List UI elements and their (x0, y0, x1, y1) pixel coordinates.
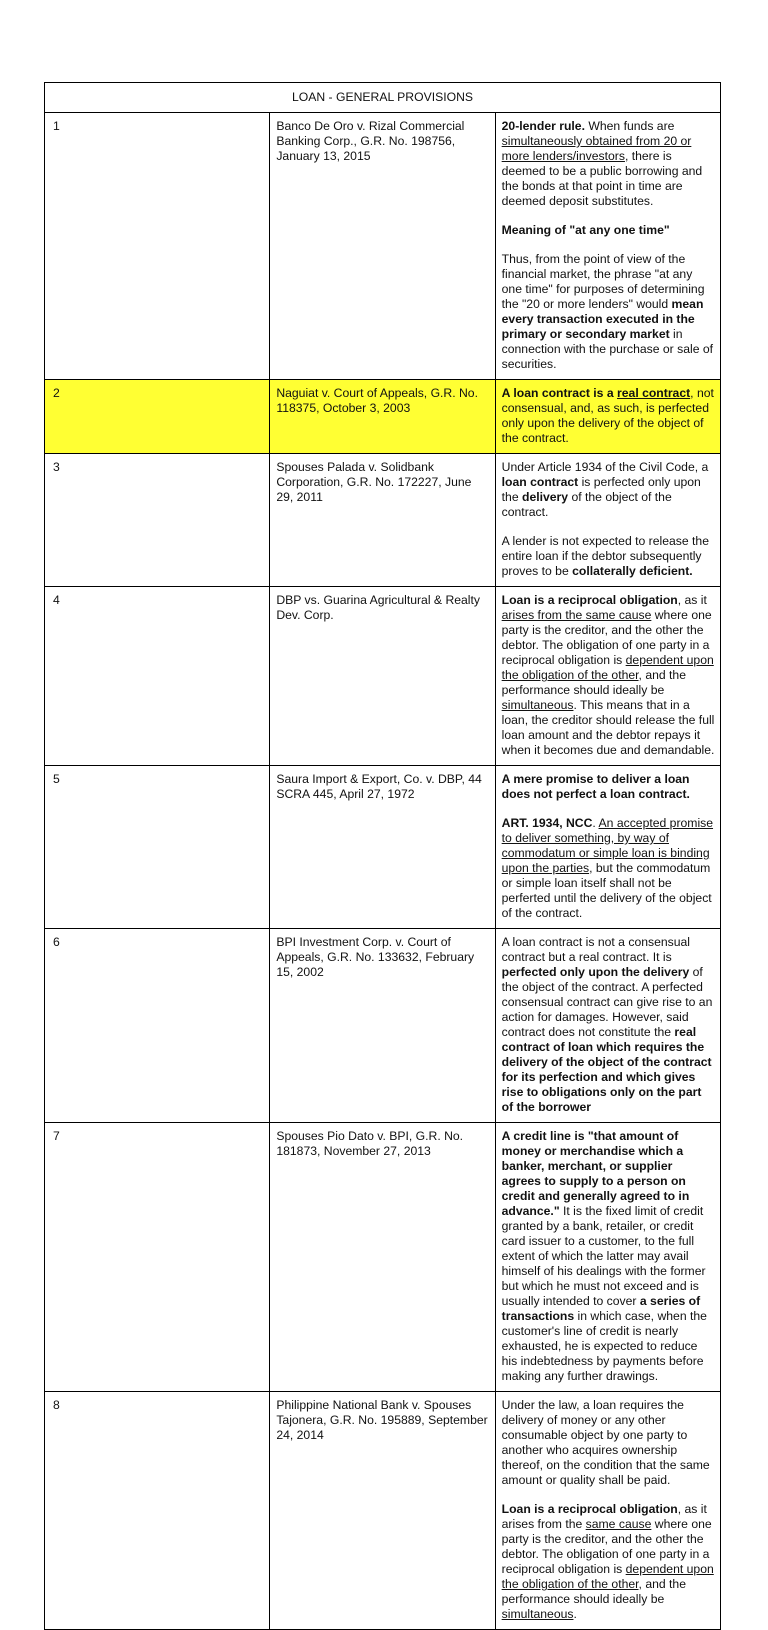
text-segment: simultaneous (501, 1607, 574, 1621)
row-number: 6 (45, 929, 270, 1123)
text-segment: , as it arises from the (501, 1502, 707, 1531)
text-segment: . (573, 1607, 577, 1621)
row-number: 4 (45, 587, 270, 766)
table-row (45, 1392, 721, 1630)
text-segment: Meaning of "at any one time" (501, 223, 670, 237)
text-segment: dependent upon the obligation of the other (501, 1562, 714, 1591)
provisions-table (44, 82, 721, 1630)
row-number: 8 (45, 1392, 270, 1630)
case-citation: BPI Investment Corp. v. Court of Appeals, G.R. No. 133632, February 15, 2002 (270, 929, 495, 1123)
text-segment: of the object of the contract. A perfected consensual contract can give rise to an action for damages. However, said contract does not constitute the (501, 965, 713, 1039)
table-row (45, 766, 721, 929)
text-segment: arises from the same cause (501, 608, 652, 622)
doctrine-text (495, 1392, 720, 1630)
text-segment: ART. 1934, NCC (501, 816, 593, 830)
doctrine-text (495, 587, 720, 766)
doctrine-paragraph (502, 534, 715, 579)
row-number: 5 (45, 766, 270, 929)
text-segment: in which case, when the customer's line of credit is nearly exhausted, he is expected to reduce his indebtedness by payments before making any further drawings. (501, 1309, 707, 1383)
text-segment: A loan contract is a (501, 386, 618, 400)
doctrine-paragraph (502, 772, 715, 802)
table-title-row (45, 83, 721, 113)
table-row (45, 113, 721, 380)
row-number: 7 (45, 1123, 270, 1392)
table-row (45, 587, 721, 766)
case-citation: DBP vs. Guarina Agricultural & Realty Dev. Corp. (270, 587, 495, 766)
table-title: LOAN - GENERAL PROVISIONS (45, 83, 721, 113)
text-segment: . This means that in a loan, the creditor should release the full loan amount and the debtor repays it when it becomes due and demandable. (501, 698, 715, 757)
doctrine-paragraph (502, 816, 715, 921)
doctrine-paragraph (502, 460, 715, 520)
text-segment: simultaneously obtained from 20 or more lenders/investors (501, 134, 692, 163)
text-segment: , and the performance should ideally be (501, 1577, 686, 1606)
text-segment: perfected only upon the delivery (501, 965, 690, 979)
text-segment: where one party is the creditor, and the other the debtor. The obligation of one party in a reciprocal obligation is (501, 1517, 712, 1576)
text-segment: When funds are (584, 119, 675, 133)
text-segment: in connection with the purchase or sale of securities. (501, 327, 714, 371)
text-segment: a series of transactions (501, 1294, 701, 1323)
row-number: 3 (45, 454, 270, 587)
text-segment: real contract (617, 386, 691, 400)
doctrine-text (495, 766, 720, 929)
row-number: 1 (45, 113, 270, 380)
text-segment: dependent upon the obligation of the other (501, 653, 714, 682)
text-segment: real contract of loan which requires the delivery of the object of the contract for its perfection and which gives rise to obligations only on the part of the borrower (501, 1025, 712, 1114)
text-segment: A mere promise to deliver a loan does not perfect a loan contract. (501, 772, 690, 801)
text-segment: Thus, from the point of view of the financial market, the phrase "at any one time" for purposes of determining the "20 or more lenders" would (501, 252, 705, 311)
doctrine-paragraph (502, 593, 715, 758)
case-citation: Philippine National Bank v. Spouses Tajonera, G.R. No. 195889, September 24, 2014 (270, 1392, 495, 1630)
table-row (45, 380, 721, 454)
text-segment: Loan is a reciprocal obligation (501, 593, 678, 607)
table-row (45, 1123, 721, 1392)
text-segment: A lender is not expected to release the entire loan if the debtor subsequently proves to be (501, 534, 709, 578)
case-citation: Banco De Oro v. Rizal Commercial Banking Corp., G.R. No. 198756, January 13, 2015 (270, 113, 495, 380)
doctrine-paragraph (502, 1502, 715, 1622)
doctrine-paragraph (502, 1398, 715, 1488)
text-segment: Under the law, a loan requires the delivery of money or any other consumable object by one party to another who acquires ownership thereof, on the condition that the same amount or quality shall be paid. (501, 1398, 710, 1487)
text-segment: mean every transaction executed in the primary or secondary market (501, 297, 704, 341)
text-segment: It is the fixed limit of credit granted by a bank, retailer, or credit card issuer to a customer, to the full extent of which the latter may avail himself of his dealings with the former but which he must not exceed and is usually intended to cover (501, 1204, 706, 1308)
doctrine-text (495, 454, 720, 587)
bold-segment (617, 386, 690, 400)
doctrine-paragraph (502, 1129, 715, 1384)
text-segment: , there is deemed to be a public borrowing and the bonds at that point in time are deemed deposit substitutes. (501, 149, 703, 208)
case-citation: Spouses Pio Dato v. BPI, G.R. No. 181873, November 27, 2013 (270, 1123, 495, 1392)
text-segment: delivery (522, 490, 569, 504)
text-segment: , and the performance should ideally be (501, 668, 686, 697)
doctrine-text (495, 929, 720, 1123)
text-segment: of the object of the contract. (501, 490, 672, 519)
text-segment: , not consensual, and, as such, is perfected only upon the delivery of the object of the contract. (501, 386, 714, 445)
doctrine-paragraph (502, 386, 715, 446)
text-segment: same cause (585, 1517, 652, 1531)
case-citation: Naguiat v. Court of Appeals, G.R. No. 118375, October 3, 2003 (270, 380, 495, 454)
text-segment: A credit line is "that amount of money or merchandise which a banker, merchant, or supplier agrees to supply to a person on credit and generally agreed to in advance." (501, 1129, 690, 1218)
text-segment: 20-lender rule. (501, 119, 585, 133)
table-row (45, 454, 721, 587)
text-segment: collaterally deficient. (572, 564, 693, 578)
doctrine-paragraph (502, 935, 715, 1115)
text-segment: , but the commodatum or simple loan itself shall not be perferted until the delivery of the object of the contract. (501, 861, 712, 920)
case-citation: Spouses Palada v. Solidbank Corporation, G.R. No. 172227, June 29, 2011 (270, 454, 495, 587)
text-segment: where one party is the creditor, and the other the debtor. The obligation of one party in a reciprocal obligation is (501, 608, 712, 667)
doctrine-paragraph (502, 223, 715, 238)
text-segment: , as it (677, 593, 707, 607)
text-segment: simultaneous (501, 698, 574, 712)
doctrine-text (495, 113, 720, 380)
doctrine-text (495, 1123, 720, 1392)
doctrine-text (495, 380, 720, 454)
text-segment: is perfected only upon the (501, 475, 701, 504)
row-number: 2 (45, 380, 270, 454)
case-citation: Saura Import & Export, Co. v. DBP, 44 SCRA 445, April 27, 1972 (270, 766, 495, 929)
text-segment: Under Article 1934 of the Civil Code, a (501, 460, 709, 474)
text-segment: loan contract (501, 475, 579, 489)
text-segment: An accepted promise to deliver something, by way of commodatum or simple loan is binding upon the parties (501, 816, 714, 875)
text-segment: . (592, 816, 599, 830)
table-row (45, 929, 721, 1123)
text-segment: Loan is a reciprocal obligation (501, 1502, 678, 1516)
doctrine-paragraph (502, 252, 715, 372)
text-segment: A loan contract is not a consensual contract but a real contract. It is (501, 935, 691, 964)
doctrine-paragraph (502, 119, 715, 209)
